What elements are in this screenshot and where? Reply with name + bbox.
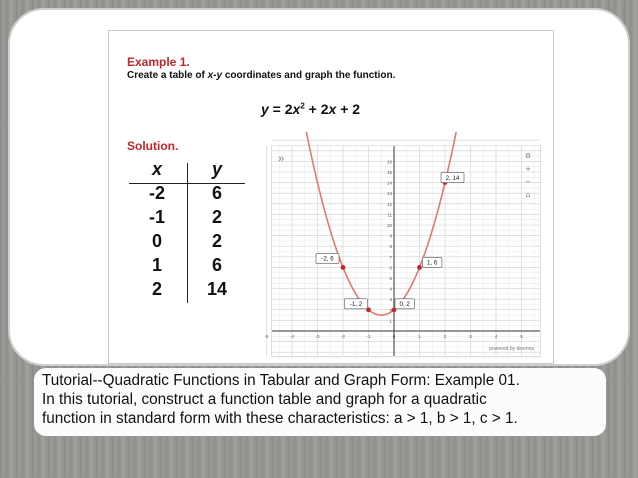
graph-point[interactable] — [341, 265, 346, 270]
y-tick-label: 16 — [386, 159, 392, 165]
x-tick-label: 5 — [520, 334, 523, 339]
x-tick-label: 2 — [443, 334, 447, 339]
y-tick-label: 11 — [387, 212, 392, 218]
point-label: -1, 2 — [349, 301, 363, 308]
x-tick-label: 1 — [418, 334, 421, 339]
x-tick-label: -2 — [340, 334, 346, 339]
solution-title: Solution. — [127, 139, 179, 153]
y-tick-label: 1 — [389, 318, 392, 324]
x-tick-label: -1 — [366, 334, 371, 339]
desmos-attribution: powered by desmos — [489, 346, 534, 352]
caption-line-1: Tutorial--Quadratic Functions in Tabular and Graph Form: Example 01. — [42, 372, 520, 389]
y-tick-label: 8 — [389, 244, 392, 250]
y-tick-label: 7 — [389, 254, 392, 260]
table-cell: 6 — [211, 255, 222, 275]
caption-line-2: In this tutorial, construct a function table and graph for a quadratic — [42, 391, 487, 408]
table-cell: 1 — [151, 255, 162, 275]
slide-frame — [8, 8, 630, 366]
graph-canvas — [264, 146, 540, 356]
home-icon[interactable]: ⌂ — [525, 191, 531, 199]
y-tick-label: 13 — [386, 191, 392, 197]
y-tick-label: 3 — [389, 297, 392, 303]
y-tick-label: 14 — [386, 180, 392, 186]
plus-icon[interactable]: + — [525, 165, 531, 173]
table-cell: 2 — [211, 231, 222, 251]
example-title: Example 1. — [127, 55, 190, 69]
function-equation: $y = 2x^2 + 2x + 2$ — [261, 101, 361, 117]
minus-icon[interactable]: − — [525, 178, 531, 186]
x-tick-label: -5 — [264, 334, 269, 339]
table-column-y — [189, 159, 245, 301]
y-tick-label: 6 — [389, 265, 392, 271]
y-tick-label: 9 — [389, 233, 392, 239]
slide — [108, 30, 554, 364]
y-tick-label: 4 — [389, 286, 392, 292]
x-tick-label: 3 — [469, 334, 472, 339]
point-label: 2, 14 — [445, 174, 460, 182]
table-cell: 2 — [151, 279, 162, 299]
example-instruction: Create a table of x-y coordinates and graph the function. — [127, 70, 396, 81]
y-tick-label: 5 — [389, 276, 392, 281]
table-cell: 14 — [206, 279, 228, 299]
wrench-icon[interactable]: ⚙ — [524, 152, 532, 160]
table-column-x — [129, 159, 185, 301]
table-cell: -1 — [148, 207, 165, 227]
table-cell: -2 — [148, 183, 165, 203]
point-label: 0, 2 — [399, 301, 410, 308]
table-cell: 0 — [151, 231, 162, 251]
table-cell: 2 — [211, 207, 222, 227]
y-tick-label: 2 — [389, 307, 392, 313]
table-header-y: y — [211, 159, 222, 179]
x-tick-label: -3 — [315, 334, 320, 339]
y-tick-label: 12 — [386, 201, 392, 207]
caption-line-3: function in standard form with these characteristics: a > 1, b > 1, c > 1. — [42, 410, 518, 427]
point-label: -2, 6 — [321, 255, 334, 263]
y-tick-label: 10 — [386, 223, 392, 228]
x-tick-label: 0 — [392, 334, 396, 339]
point-label: 1, 6 — [427, 259, 438, 267]
table-divider-vertical — [187, 163, 188, 303]
table-cell: 6 — [211, 183, 222, 203]
y-tick-label: 15 — [386, 170, 392, 175]
graph-point[interactable] — [417, 265, 422, 270]
table-header-x: x — [151, 159, 162, 179]
expand-panel-icon[interactable]: » — [278, 153, 285, 165]
caption-box — [34, 368, 606, 436]
x-tick-label: -4 — [289, 334, 295, 339]
function-graph[interactable] — [264, 145, 541, 357]
x-tick-label: 4 — [494, 334, 498, 339]
